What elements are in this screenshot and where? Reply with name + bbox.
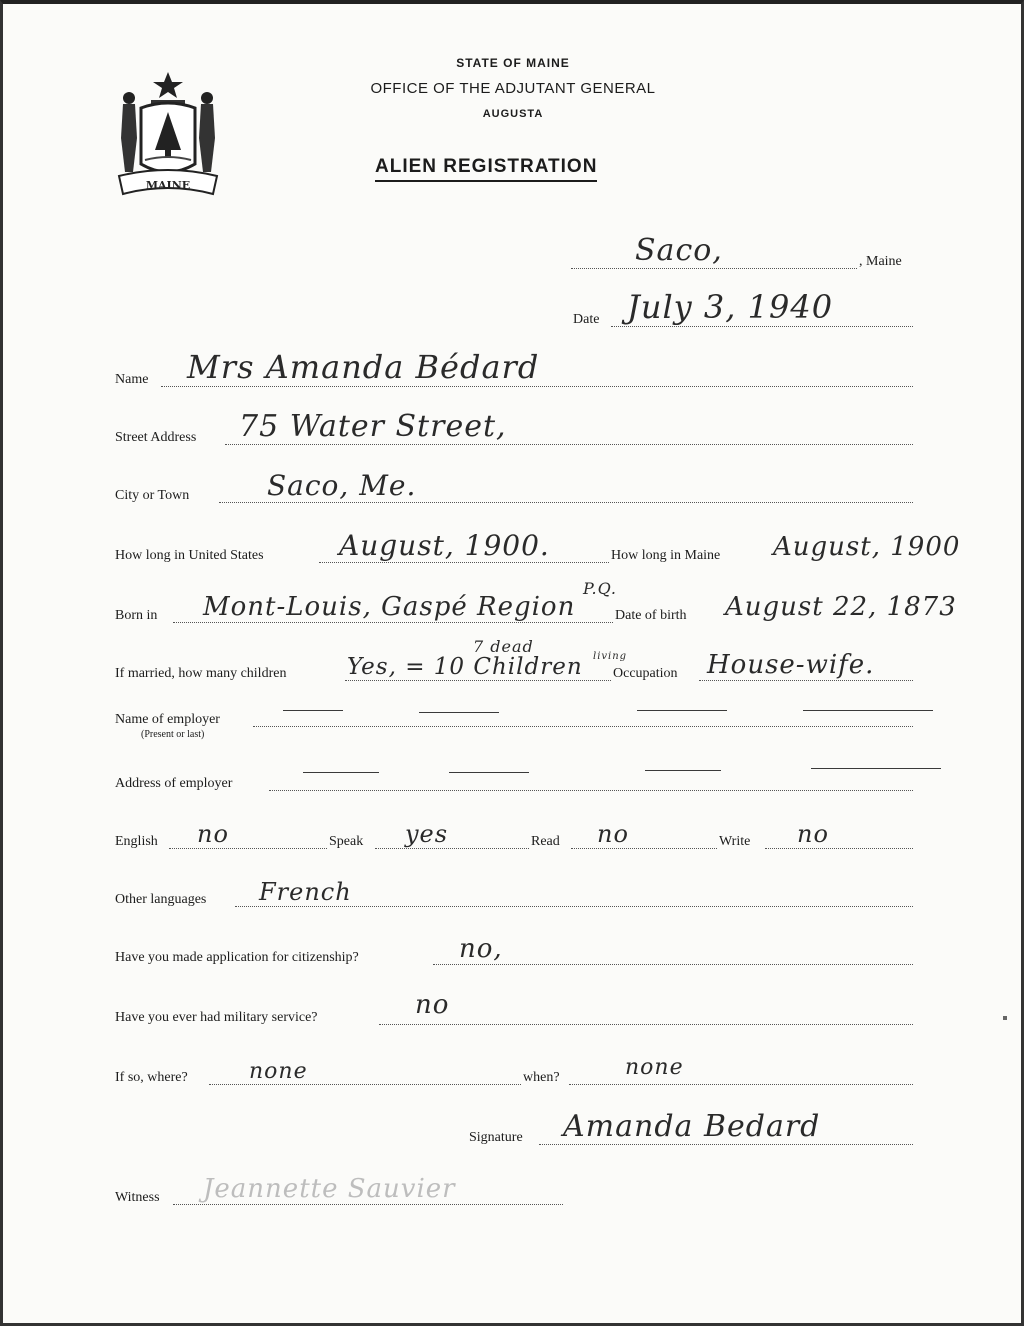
employer-label: Name of employer <box>115 712 220 727</box>
employer-address-row <box>3 764 1024 796</box>
employer-address-label: Address of employer <box>115 776 233 791</box>
children-label: If married, how many children <box>115 666 287 681</box>
witness-label: Witness <box>115 1190 160 1205</box>
english-value: no <box>197 820 229 848</box>
witness-value: Jeannette Sauvier <box>203 1174 456 1204</box>
how-long-maine-value: August, 1900 <box>773 532 961 562</box>
signature-value: Amanda Bedard <box>563 1109 821 1144</box>
children-note-dead: 7 dead <box>473 637 534 656</box>
speak-label: Speak <box>329 834 364 849</box>
city-row <box>3 469 1024 508</box>
born-in-label: Born in <box>115 608 158 623</box>
residence-row <box>3 529 1024 568</box>
children-value: Yes, = 10 Children <box>347 654 583 680</box>
name-row <box>3 348 1024 392</box>
where-value: none <box>249 1059 308 1084</box>
other-languages-label: Other languages <box>115 892 207 907</box>
how-long-us-label: How long in United States <box>115 548 264 563</box>
employer-row <box>3 704 1024 748</box>
name-value: Mrs Amanda Bédard <box>187 348 540 386</box>
employer-address-dash <box>449 772 529 773</box>
occupation-label: Occupation <box>613 666 678 681</box>
street-row <box>3 409 1024 450</box>
state-heading: STATE OF MAINE <box>456 56 570 70</box>
svg-text:MAINE: MAINE <box>145 179 191 192</box>
form-title: ALIEN REGISTRATION <box>375 156 597 182</box>
date-of-birth-value: August 22, 1873 <box>725 592 957 622</box>
english-label: English <box>115 834 158 849</box>
city-heading: AUGUSTA <box>482 108 544 120</box>
signature-row <box>3 1109 1024 1150</box>
city-label: City or Town <box>115 488 190 503</box>
city-value: Saco, Me. <box>267 469 417 502</box>
service-location-row <box>3 1055 1024 1090</box>
employer-dash <box>637 710 727 711</box>
where-label: If so, where? <box>115 1070 188 1085</box>
citizenship-value: no, <box>459 934 503 964</box>
children-row <box>3 637 1024 686</box>
date-label: Date <box>573 312 600 327</box>
military-row <box>3 990 1024 1030</box>
town-row <box>3 233 1024 274</box>
how-long-us-value: August, 1900. <box>339 529 550 562</box>
employer-sublabel: (Present or last) <box>141 729 205 740</box>
state-label: , Maine <box>859 254 902 269</box>
military-value: no <box>415 990 450 1020</box>
born-in-value: Mont-Louis, Gaspé Region <box>203 592 576 622</box>
read-value: no <box>597 820 629 848</box>
street-label: Street Address <box>115 430 197 445</box>
occupation-value: House-wife. <box>707 650 875 680</box>
other-languages-value: French <box>259 878 352 906</box>
signature-label: Signature <box>469 1130 523 1145</box>
date-value: July 3, 1940 <box>627 288 834 326</box>
write-value: no <box>797 820 829 848</box>
born-in-note: P.Q. <box>583 579 618 598</box>
other-languages-row <box>3 880 1024 912</box>
when-value: none <box>625 1055 684 1080</box>
employer-address-dash <box>645 770 721 771</box>
scan-mark <box>1003 1016 1007 1020</box>
speak-value: yes <box>405 820 449 848</box>
employer-address-dash <box>811 768 941 769</box>
employer-dash <box>803 710 933 711</box>
when-label: when? <box>523 1070 560 1085</box>
name-label: Name <box>115 372 149 387</box>
date-row <box>3 288 1024 332</box>
military-label: Have you ever had military service? <box>115 1010 318 1025</box>
employer-dash <box>419 712 499 713</box>
employer-address-dash <box>303 772 379 773</box>
street-value: 75 Water Street, <box>239 409 507 444</box>
write-label: Write <box>719 834 751 849</box>
english-row <box>3 822 1024 854</box>
employer-dash <box>283 710 343 711</box>
how-long-maine-label: How long in Maine <box>611 548 721 563</box>
citizenship-label: Have you made application for citizenship? <box>115 950 359 965</box>
children-note-living: living <box>593 651 628 662</box>
birth-row <box>3 579 1024 628</box>
read-label: Read <box>531 834 560 849</box>
date-of-birth-label: Date of birth <box>615 608 687 623</box>
maine-state-seal <box>115 68 221 200</box>
office-heading: OFFICE OF THE ADJUTANT GENERAL <box>370 80 656 97</box>
witness-row <box>3 1174 1024 1210</box>
town-value: Saco, <box>635 233 723 268</box>
citizenship-row <box>3 934 1024 970</box>
